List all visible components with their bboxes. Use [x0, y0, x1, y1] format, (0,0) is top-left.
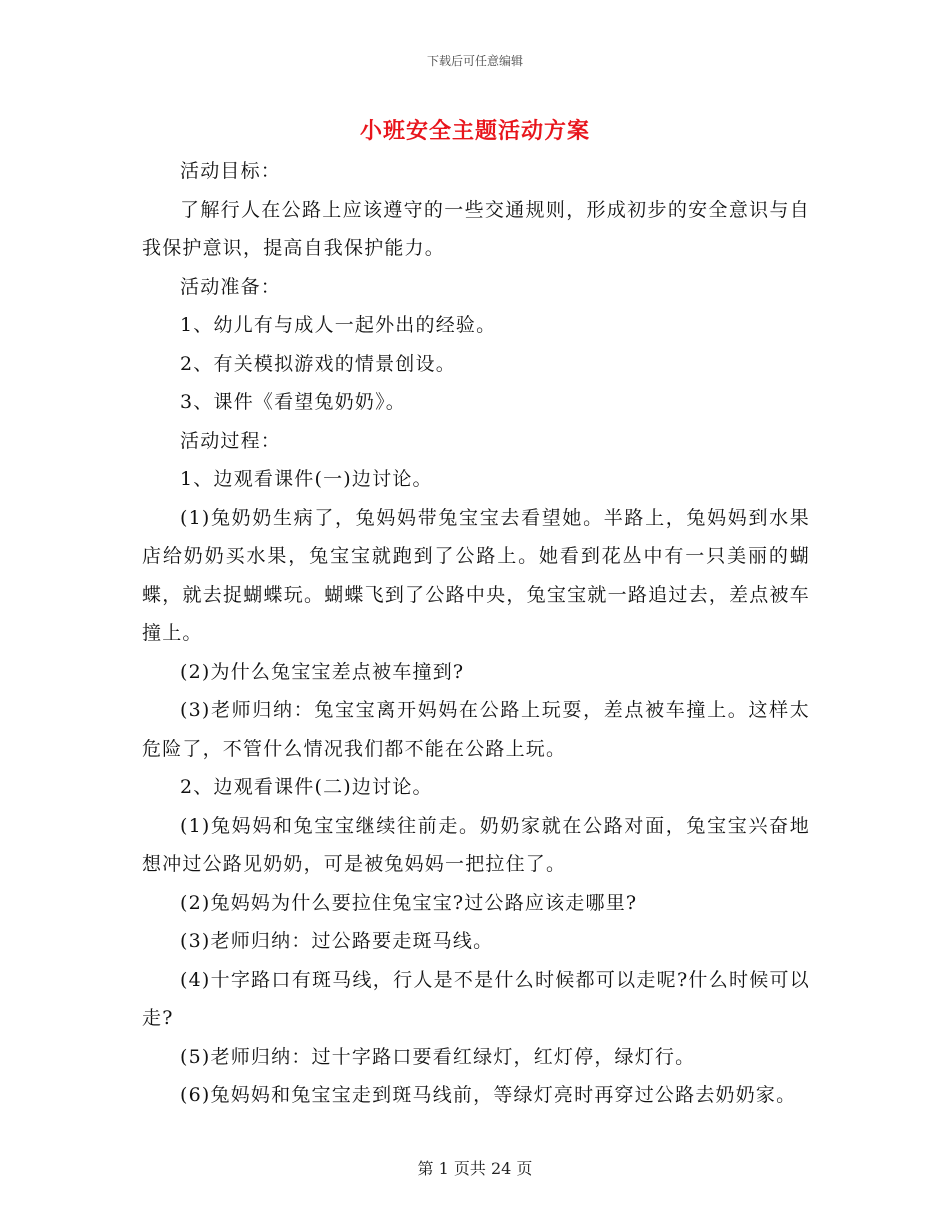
- paragraph-process-2-6: (6)兔妈妈和兔宝宝走到斑马线前，等绿灯亮时再穿过公路去奶奶家。: [180, 1084, 797, 1106]
- paragraph-process-1-1: (1)兔奶奶生病了，兔妈妈带兔宝宝去看望她。半路上，兔妈妈到水果店给奶奶买水果，兔宝宝就跑到了公路上。她看到花丛中有一只美丽的蝴蝶，就去捉蝴蝶玩。蝴蝶飞到了公路中央，兔宝宝就一路追过去，差点被车撞上。: [142, 506, 810, 644]
- paragraph-prep-heading: 活动准备：: [180, 275, 282, 298]
- paragraph-process-2-3: (3)老师归纳：过公路要走斑马线。: [180, 930, 494, 952]
- paragraph-process-2-4: (4)十字路口有斑马线，行人是不是什么时候都可以走呢?什么时候可以走?: [142, 968, 810, 1029]
- paragraph-process-1: 1、边观看课件(一)边讨论。: [180, 468, 433, 490]
- paragraph-process-heading: 活动过程：: [180, 429, 282, 452]
- document-title: 小班安全主题活动方案: [359, 118, 590, 144]
- paragraph-process-2-1: (1)兔妈妈和兔宝宝继续往前走。奶奶家就在公路对面，兔宝宝兴奋地想冲过公路见奶奶，可是被兔妈妈一把拉住了。: [142, 814, 810, 875]
- paragraph-prep-3: 3、课件《看望兔奶奶》。: [180, 391, 406, 413]
- paragraph-process-1-2: (2)为什么兔宝宝差点被车撞到?: [180, 660, 465, 683]
- paragraph-process-2-2: (2)兔妈妈为什么要拉住兔宝宝?过公路应该走哪里?: [180, 891, 638, 914]
- page-header: 下载后可任意编辑: [426, 54, 523, 68]
- paragraph-process-1-3: (3)老师归纳：兔宝宝离开妈妈在公路上玩耍，差点被车撞上。这样太危险了，不管什么情况我们都不能在公路上玩。: [142, 699, 810, 760]
- paragraph-process-2: 2、边观看课件(二)边讨论。: [180, 776, 433, 798]
- paragraph-prep-1: 1、幼儿有与成人一起外出的经验。: [180, 314, 497, 336]
- page-footer: 第 1 页共 24 页: [417, 1159, 533, 1178]
- paragraph-prep-2: 2、有关模拟游戏的情景创设。: [180, 352, 456, 375]
- paragraph-goals: 了解行人在公路上应该遵守的一些交通规则，形成初步的安全意识与自我保护意识，提高自我保护能力。: [142, 198, 810, 259]
- document-body: [142, 152, 810, 1115]
- paragraph-process-2-5: (5)老师归纳：过十字路口要看红绿灯，红灯停，绿灯行。: [180, 1045, 696, 1068]
- paragraph-goals-heading: 活动目标：: [180, 160, 282, 182]
